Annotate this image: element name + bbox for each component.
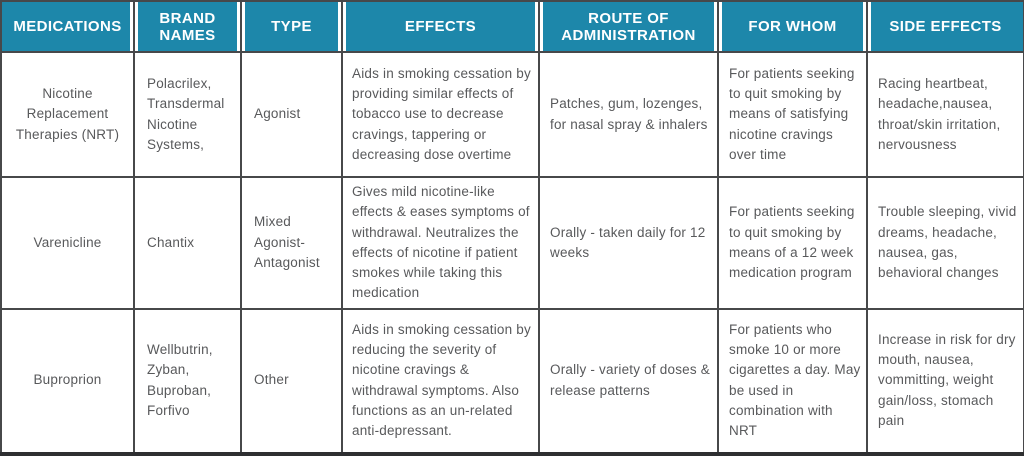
table-header-row [1,1,1024,52]
header-cell-type: TYPE [241,1,342,52]
cell-for-whom: For patients who smoke 10 or more cigarettes a day. May be used in combination with NRT [718,309,867,454]
cell-for-whom: For patients seeking to quit smoking by means of a 12 week medication program [718,177,867,309]
cell-side-effects: Racing heartbeat, headache,nausea, throat/skin irritation, nervousness [867,52,1024,177]
cell-effects: Aids in smoking cessation by providing similar effects of tobacco use to decrease cravings, tappering or decreasing dose overtime [342,52,539,177]
table-row-nrt [1,52,1024,177]
cell-type: Agonist [241,52,342,177]
cell-brand-names: Chantix [134,177,241,309]
table-row-varenicline [1,177,1024,309]
cell-medication: Nicotine Replacement Therapies (NRT) [1,52,134,177]
table-row-buproprion [1,309,1024,454]
cell-brand-names: Polacrilex, Transdermal Nicotine Systems, [134,52,241,177]
cell-side-effects: Increase in risk for dry mouth, nausea, vommitting, weight gain/loss, stomach pain [867,309,1024,454]
header-cell-effects: EFFECTS [342,1,539,52]
cell-medication: Varenicline [1,177,134,309]
header-cell-for-whom: FOR WHOM [718,1,867,52]
header-cell-brand-names: BRAND NAMES [134,1,241,52]
cell-type: Mixed Agonist-Antagonist [241,177,342,309]
cell-effects: Aids in smoking cessation by reducing the severity of nicotine cravings & withdrawal symptoms. Also functions as an un-related anti-depressant. [342,309,539,454]
cell-route: Orally - taken daily for 12 weeks [539,177,718,309]
header-cell-route-of-administration: ROUTE OF ADMINISTRATION [539,1,718,52]
cell-route: Orally - variety of doses & release patterns [539,309,718,454]
cell-route: Patches, gum, lozenges, for nasal spray & inhalers [539,52,718,177]
cell-effects: Gives mild nicotine-like effects & eases symptoms of withdrawal. Neutralizes the effects of nicotine if patient smokes while taking this medication [342,177,539,309]
cell-side-effects: Trouble sleeping, vivid dreams, headache, nausea, gas, behavioral changes [867,177,1024,309]
cell-medication: Buproprion [1,309,134,454]
cell-for-whom: For patients seeking to quit smoking by means of satisfying nicotine cravings over time [718,52,867,177]
cell-brand-names: Wellbutrin, Zyban, Buproban, Forfivo [134,309,241,454]
header-cell-medications: MEDICATIONS [1,1,134,52]
header-cell-side-effects: SIDE EFFECTS [867,1,1024,52]
cell-type: Other [241,309,342,454]
